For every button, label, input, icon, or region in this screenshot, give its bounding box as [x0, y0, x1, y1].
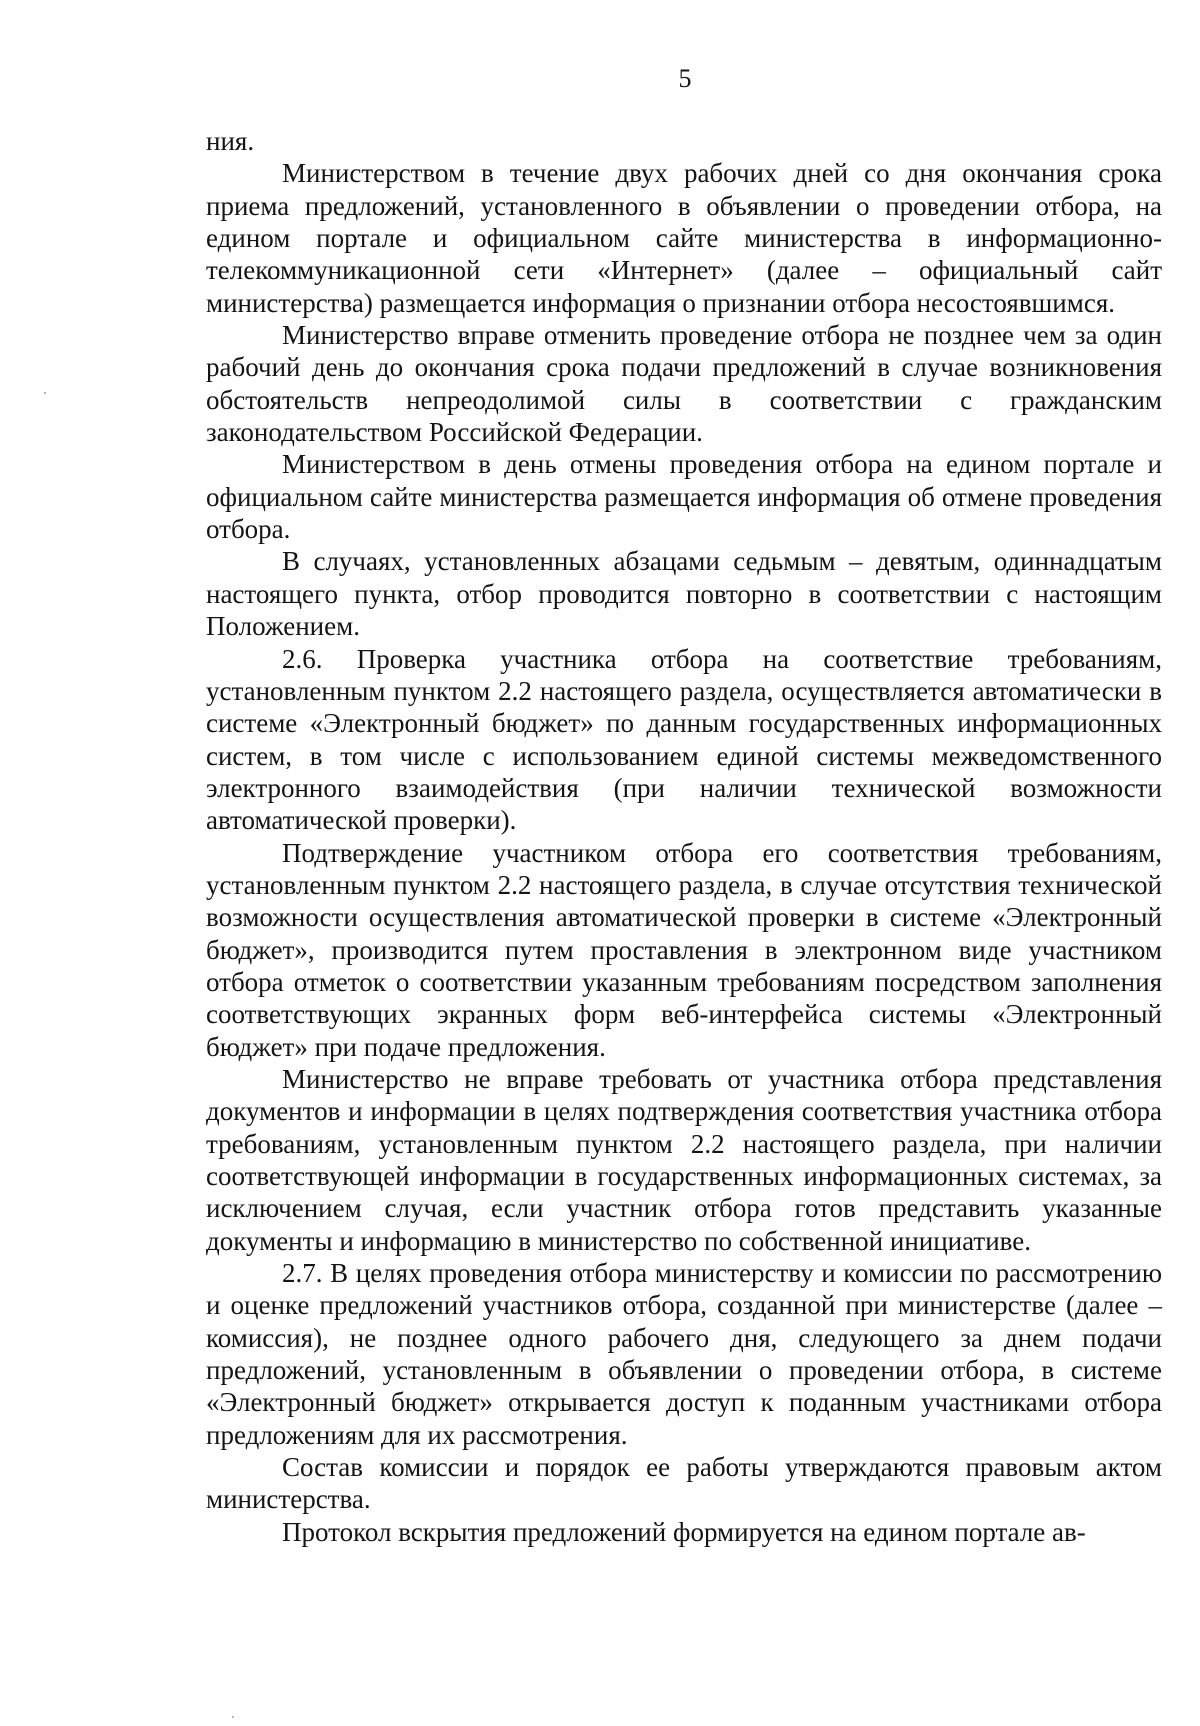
paragraph-continues-next-page: Протокол вскрытия предложений формируется на едином портале ав-	[282, 1516, 1086, 1547]
scan-speck	[232, 1716, 234, 1718]
page-number: 5	[678, 64, 692, 93]
paragraph: Министерство вправе отменить проведение отбора не позднее чем за один рабочий день до окончания срока подачи предложений в случае возникновения обстоятельств непреодолимой силы в соответствии с гражданским законодательством Российской Федерации.	[206, 320, 1162, 448]
scan-speck	[44, 392, 46, 394]
paragraph: Министерством в день отмены проведения отбора на едином портале и официальном сайте министерства размещается информация об отмене проведения отбора.	[206, 449, 1162, 545]
paragraph: Министерство не вправе требовать от участника отбора представления документов и информации в целях подтверждения соответствия участника отбора требованиям, установленным пунктом 2.2 настоящего раздела, при наличии соответствующей информации в государственных информационных системах, за исключением случая, если участник отбора готов представить указанные документы и информацию в министерство по собственной инициативе.	[206, 1063, 1162, 1256]
document-body	[206, 125, 1162, 1548]
paragraph: В случаях, установленных абзацами седьмым – девятым, одиннадцатым настоящего пункта, отбор проводится повторно в соответствии с настоящим Положением.	[206, 546, 1162, 642]
paragraph: Министерством в течение двух рабочих дней со дня окончания срока приема предложений, установленного в объявлении о проведении отбора, на едином портале и официальном сайте министерства в информационно-телекоммуникационной сети «Интернет» (далее – официальный сайт министерства) размещается информация о признании отбора несостоявшимся.	[206, 158, 1162, 318]
paragraph: Подтверждение участником отбора его соответствия требованиям, установленным пунктом 2.2 настоящего раздела, в случае отсутствия технической возможности осуществления автоматической проверки в системе «Электронный бюджет», производится путем проставления в электронном виде участником отбора отметок о соответствии указанным требованиям посредством заполнения соответствующих экранных форм веб-интерфейса системы «Электронный бюджет» при подаче предложения.	[206, 837, 1162, 1062]
paragraph-section-2-6: 2.6. Проверка участника отбора на соответствие требованиям, установленным пунктом 2.2 настоящего раздела, осуществляется автоматически в системе «Электронный бюджет» по данным государственных информационных систем, в том числе с использованием единой системы межведомственного электронного взаимодействия (при наличии технической возможности автоматической проверки).	[206, 643, 1162, 836]
paragraph-continuation: ния.	[206, 126, 255, 156]
paragraph-section-2-7: 2.7. В целях проведения отбора министерству и комиссии по рассмотрению и оценке предложений участников отбора, созданной при министерстве (далее – комиссия), не позднее одного рабочего дня, следующего за днем подачи предложений, установленным в объявлении о проведении отбора, в системе «Электронный бюджет» открывается доступ к поданным участниками отбора предложениям для их рассмотрения.	[206, 1258, 1162, 1450]
paragraph: Состав комиссии и порядок ее работы утверждаются правовым актом министерства.	[206, 1452, 1162, 1515]
